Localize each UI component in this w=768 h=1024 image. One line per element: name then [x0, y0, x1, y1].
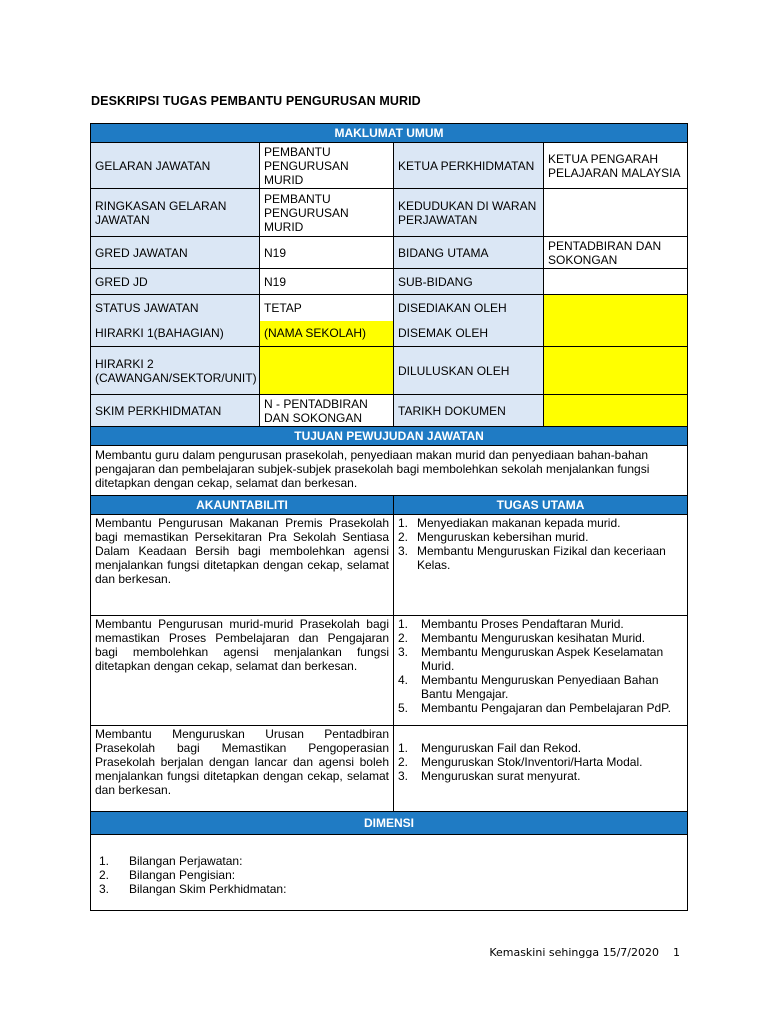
value-kedudukan-waran — [544, 189, 688, 237]
label-sub-bidang: SUB-BIDANG — [394, 269, 544, 295]
label-skim-perkhidmatan: SKIM PERKHIDMATAN — [91, 395, 260, 427]
task-list — [398, 741, 683, 783]
list-item: 3. Membantu Menguruskan Fizikal dan keceriaan Kelas. — [398, 544, 666, 572]
tasks-list-3 — [394, 726, 688, 812]
accountability-2: Membantu Pengurusan murid-murid Prasekolah bagi memastikan Proses Pembelajaran dan Pengajaran bagi membolehkan agensi menjalankan fungsi ditetapkan dengan cekap, selamat dan berkesan. — [91, 616, 394, 726]
label-bidang-utama: BIDANG UTAMA — [394, 237, 544, 269]
list-item: 2. Membantu Menguruskan kesihatan Murid. — [398, 631, 646, 645]
value-ketua-perkhidmatan: KETUA PENGARAH PELAJARAN MALAYSIA — [544, 143, 688, 189]
dimensions-cell — [91, 835, 688, 911]
value-skim-perkhidmatan: N - PENTADBIRAN DAN SOKONGAN — [260, 395, 394, 427]
value-sub-bidang — [544, 269, 688, 295]
list-item: 1. Menguruskan Fail dan Rekod. — [398, 741, 582, 755]
list-item: 3. Membantu Menguruskan Aspek Keselamatan Murid. — [398, 645, 664, 673]
document-title: DESKRIPSI TUGAS PEMBANTU PENGURUSAN MURID — [91, 94, 421, 108]
value-gred-jawatan: N19 — [260, 237, 394, 269]
label-hirarki-2: HIRARKI 2 (CAWANGAN/SEKTOR/UNIT) — [91, 347, 260, 395]
label-kedudukan-waran: KEDUDUKAN DI WARAN PERJAWATAN — [394, 189, 544, 237]
value-hirarki-2 — [260, 347, 394, 395]
accountability-1: Membantu Pengurusan Makanan Premis Prasekolah bagi memastikan Persekitaran Pra Sekolah Sentiasa Dalam Keadaan Bersih bagi membolehkan agensi menjalankan fungsi ditetapkan dengan cekap, selamat dan berkesan. — [91, 515, 394, 616]
list-item: 3. Menguruskan surat menyurat. — [398, 769, 581, 783]
label-hirarki-1: HIRARKI 1(BAHAGIAN) — [91, 321, 260, 347]
label-ketua-perkhidmatan: KETUA PERKHIDMATAN — [394, 143, 544, 189]
value-status-jawatan: TETAP — [260, 295, 394, 321]
value-tarikh-dokumen — [544, 395, 688, 427]
list-item: 1. Membantu Proses Pendaftaran Murid. — [398, 617, 624, 631]
list-item: 5. Membantu Pengajaran dan Pembelajaran PdP. — [398, 701, 671, 715]
value-gred-jd: N19 — [260, 269, 394, 295]
label-disediakan-oleh: DISEDIAKAN OLEH — [394, 295, 544, 321]
value-gelaran-jawatan: PEMBANTU PENGURUSAN MURID — [260, 143, 394, 189]
task-list — [398, 516, 683, 572]
value-disediakan-oleh — [544, 295, 688, 321]
section-header-dimensi: DIMENSI — [91, 812, 688, 835]
section-header-tugas-utama: TUGAS UTAMA — [394, 496, 688, 515]
page-number: 1 — [673, 946, 680, 959]
dimension-list — [95, 854, 683, 896]
label-ringkasan-gelaran: RINGKASAN GELARAN JAWATAN — [91, 189, 260, 237]
label-disemak-oleh: DISEMAK OLEH — [394, 321, 544, 347]
label-gred-jd: GRED JD — [91, 269, 260, 295]
label-gred-jawatan: GRED JAWATAN — [91, 237, 260, 269]
tasks-list-1 — [394, 515, 688, 616]
value-bidang-utama: PENTADBIRAN DAN SOKONGAN — [544, 237, 688, 269]
section-header-akauntabiliti: AKAUNTABILITI — [91, 496, 394, 515]
label-diluluskan-oleh: DILULUSKAN OLEH — [394, 347, 544, 395]
section-header-maklumat-umum: MAKLUMAT UMUM — [91, 124, 688, 143]
tasks-list-2 — [394, 616, 688, 726]
list-item: 2. Menguruskan kebersihan murid. — [398, 530, 589, 544]
job-description-table — [90, 123, 688, 911]
page-footer — [489, 946, 680, 959]
list-item: 2. Menguruskan Stok/Inventori/Harta Modal. — [398, 755, 643, 769]
accountability-3: Membantu Menguruskan Urusan Pentadbiran Prasekolah bagi Memastikan Pengoperasian Prasekolah berjalan dengan lancar dan agensi boleh menjalankan fungsi ditetapkan dengan cekap, selamat dan berkesan. — [91, 726, 394, 812]
value-diluluskan-oleh — [544, 347, 688, 395]
list-item: 1. Menyediakan makanan kepada murid. — [398, 516, 621, 530]
value-hirarki-1: (NAMA SEKOLAH) — [260, 321, 394, 347]
updated-date: Kemaskini sehingga 15/7/2020 — [489, 946, 659, 959]
task-list — [398, 617, 683, 715]
list-item: 1. Bilangan Perjawatan: — [99, 854, 243, 868]
value-disemak-oleh — [544, 321, 688, 347]
section-header-tujuan: TUJUAN PEWUJUDAN JAWATAN — [91, 427, 688, 446]
value-ringkasan-gelaran: PEMBANTU PENGURUSAN MURID — [260, 189, 394, 237]
label-gelaran-jawatan: GELARAN JAWATAN — [91, 143, 260, 189]
list-item: 4. Membantu Menguruskan Penyediaan Bahan Bantu Mengajar. — [398, 673, 659, 701]
tujuan-text: Membantu guru dalam pengurusan prasekolah, penyediaan makan murid dan penyediaan bahan-bahan pengajaran dan pembelajaran subjek-subjek prasekolah bagi membolehkan sekolah menjalankan fungsi ditetapkan dengan cekap, selamat dan berkesan. — [91, 446, 688, 496]
label-tarikh-dokumen: TARIKH DOKUMEN — [394, 395, 544, 427]
list-item: 2. Bilangan Pengisian: — [99, 868, 236, 882]
label-status-jawatan: STATUS JAWATAN — [91, 295, 260, 321]
list-item: 3. Bilangan Skim Perkhidmatan: — [99, 882, 287, 896]
